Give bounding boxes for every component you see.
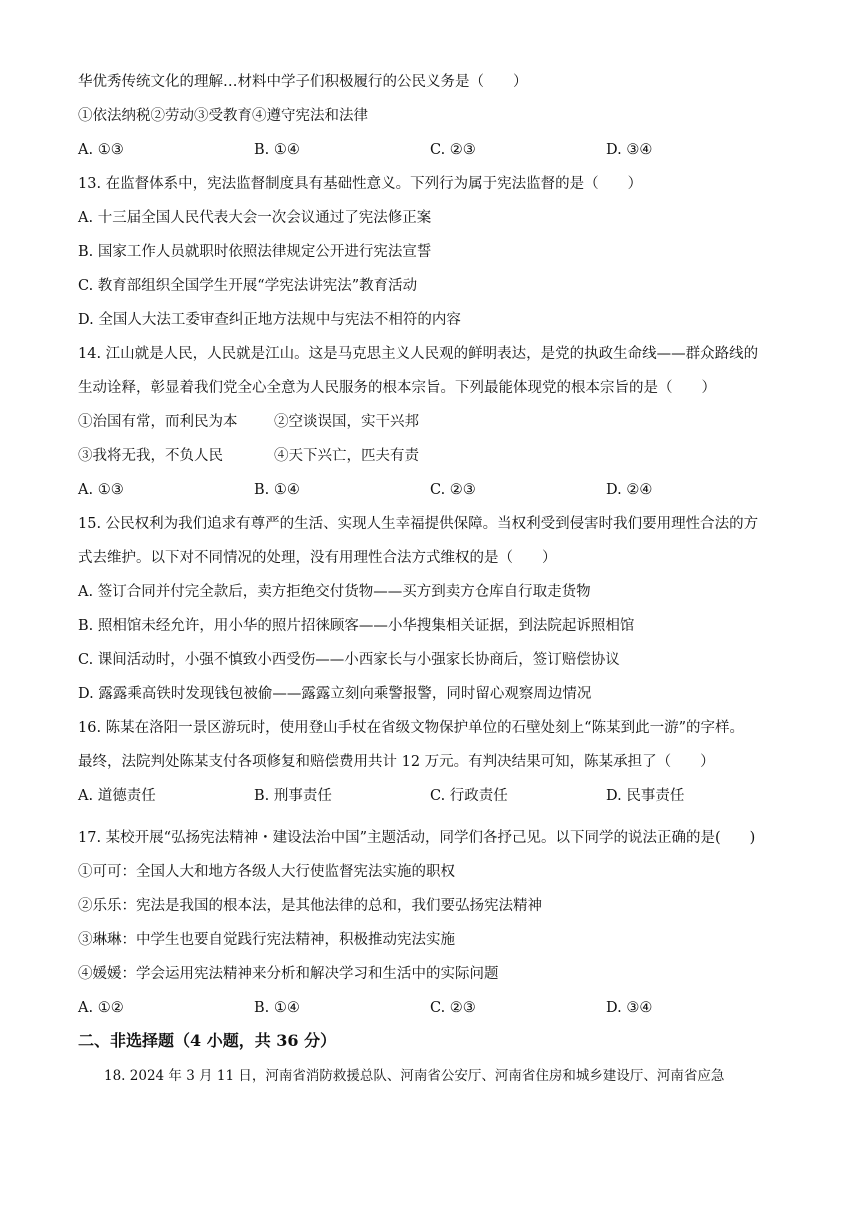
option-d: D. 民事责任 (606, 788, 685, 804)
question-15-option-b: B. 照相馆未经允许，用小华的照片招徕顾客——小华搜集相关证据，到法院起诉照相馆 (78, 618, 635, 634)
question-17-item-2: ②乐乐：宪法是我国的根本法，是其他法律的总和，我们要弘扬宪法精神 (78, 898, 542, 914)
question-14-items-row-1 (78, 412, 778, 432)
question-14-item-4: ④天下兴亡，匹夫有责 (274, 448, 419, 464)
question-14-stem-line-2: 生动诠释，彰显着我们党全心全意为人民服务的根本宗旨。下列最能体现党的根本宗旨的是（ ） (78, 380, 716, 396)
question-17-item-3: ③琳琳：中学生也要自觉践行宪法精神，积极推动宪法实施 (78, 932, 455, 948)
question-12-stem-continuation: 华优秀传统文化的理解…材料中学子们积极履行的公民义务是（ ） (78, 74, 528, 90)
question-16-stem-line-2: 最终，法院判处陈某支付各项修复和赔偿费用共计 12 万元。有判决结果可知，陈某承担了（ ） (78, 754, 715, 770)
question-14-stem-line-1: 14. 江山就是人民，人民就是江山。这是马克思主义人民观的鲜明表达，是党的执政生命线——群众路线的 (78, 346, 759, 362)
question-15-option-d: D. 露露乘高铁时发现钱包被偷——露露立刻向乘警报警，同时留心观察周边情况 (78, 686, 592, 702)
option-c: C. ②③ (430, 1000, 476, 1016)
option-a: A. ①③ (78, 482, 124, 498)
option-b: B. 刑事责任 (254, 788, 332, 804)
section-heading: 二、非选择题（4 小题，共 36 分） (78, 1031, 337, 1050)
question-13-option-d: D. 全国人大法工委审查纠正地方法规中与宪法不相符的内容 (78, 312, 461, 328)
question-16-stem-line-1: 16. 陈某在洛阳一景区游玩时，使用登山手杖在省级文物保护单位的石壁处刻上“陈某到此一游”的字样。 (78, 720, 744, 736)
option-d: D. ③④ (606, 142, 653, 158)
question-14-items-row-2 (78, 446, 778, 466)
question-14-item-1: ①治国有常，而利民为本 (78, 414, 238, 430)
question-13-stem: 13. 在监督体系中，宪法监督制度具有基础性意义。下列行为属于宪法监督的是（ ） (78, 176, 643, 192)
question-15-stem-line-2: 式去维护。以下对不同情况的处理，没有用理性合法方式维权的是（ ） (78, 550, 557, 566)
option-b: B. ①④ (254, 142, 300, 158)
question-12-options (78, 140, 778, 160)
question-17-item-4: ④媛媛：学会运用宪法精神来分析和解决学习和生活中的实际问题 (78, 966, 499, 982)
question-15-stem-line-1: 15. 公民权利为我们追求有尊严的生活、实现人生幸福提供保障。当权利受到侵害时我们要用理性合法的方 (78, 516, 759, 532)
option-d: D. ②④ (606, 482, 653, 498)
question-12-items: ①依法纳税②劳动③受教育④遵守宪法和法律 (78, 108, 368, 124)
question-13-option-b: B. 国家工作人员就职时依照法律规定公开进行宪法宣誓 (78, 244, 432, 260)
option-b: B. ①④ (254, 1000, 300, 1016)
option-a: A. ①③ (78, 142, 124, 158)
question-18-stem: 18. 2024 年 3 月 11 日，河南省消防救援总队、河南省公安厅、河南省住房和城乡建设厅、河南省应急 (104, 1068, 725, 1084)
option-a: A. 道德责任 (78, 788, 156, 804)
question-17-stem: 17. 某校开展“弘扬宪法精神・建设法治中国”主题活动，同学们各抒己见。以下同学的说法正确的是( ) (78, 830, 756, 846)
question-16-options (78, 786, 778, 806)
question-14-options (78, 480, 778, 500)
question-14-item-3: ③我将无我，不负人民 (78, 448, 223, 464)
option-d: D. ③④ (606, 1000, 653, 1016)
option-a: A. ①② (78, 1000, 124, 1016)
question-13-option-c: C. 教育部组织全国学生开展“学宪法讲宪法”教育活动 (78, 278, 418, 294)
question-14-item-2: ②空谈误国，实干兴邦 (274, 414, 419, 430)
question-15-option-c: C. 课间活动时，小强不慎致小西受伤——小西家长与小强家长协商后，签订赔偿协议 (78, 652, 620, 668)
question-13-option-a: A. 十三届全国人民代表大会一次会议通过了宪法修正案 (78, 210, 432, 226)
question-17-options (78, 998, 778, 1018)
option-c: C. ②③ (430, 142, 476, 158)
question-15-option-a: A. 签订合同并付完全款后，卖方拒绝交付货物——买方到卖方仓库自行取走货物 (78, 584, 591, 600)
option-c: C. ②③ (430, 482, 476, 498)
question-17-item-1: ①可可：全国人大和地方各级人大行使监督宪法实施的职权 (78, 864, 455, 880)
option-c: C. 行政责任 (430, 788, 508, 804)
option-b: B. ①④ (254, 482, 300, 498)
